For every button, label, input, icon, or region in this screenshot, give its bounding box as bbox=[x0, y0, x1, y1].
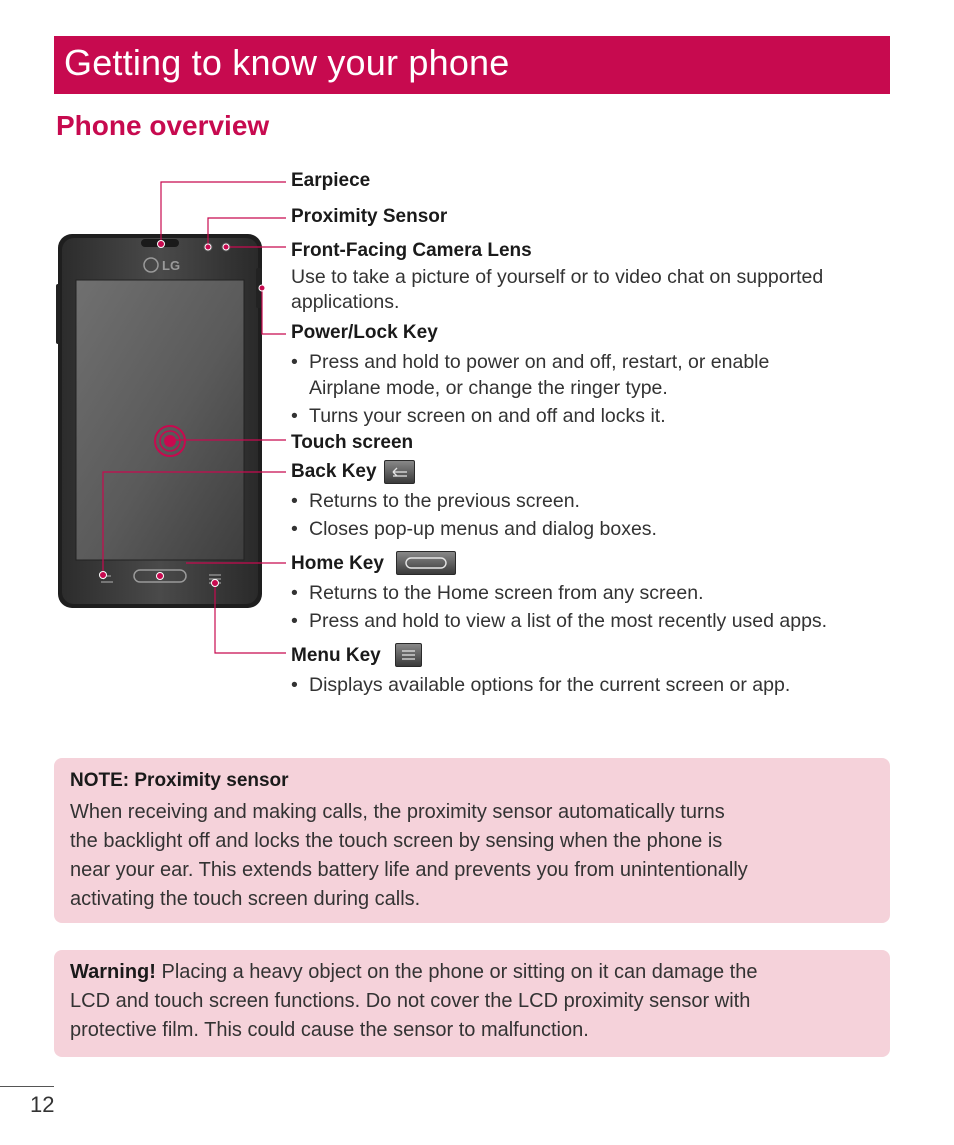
bullet-dot: • bbox=[291, 518, 298, 540]
phone-illustration bbox=[56, 234, 262, 608]
camera-lens-label: Front-Facing Camera Lens bbox=[291, 240, 532, 261]
section-title: Phone overview bbox=[56, 110, 270, 141]
touch-target-icon bbox=[155, 426, 185, 456]
lg-logo-text: LG bbox=[162, 258, 181, 273]
power-leader bbox=[262, 288, 286, 334]
home-key-label: Home Key bbox=[291, 553, 384, 574]
bullet-dot: • bbox=[291, 405, 298, 427]
page-number: 12 bbox=[30, 1092, 55, 1117]
proximity-dot bbox=[205, 244, 211, 250]
footer-rule bbox=[0, 1086, 54, 1087]
phone-screen bbox=[76, 280, 244, 560]
side-volume-key bbox=[56, 284, 60, 344]
proximity-note-box bbox=[54, 758, 890, 923]
camera-lens-description-1: Use to take a picture of yourself or to video chat on supported bbox=[291, 266, 824, 288]
touch-screen-label: Touch screen bbox=[291, 432, 414, 453]
note-line-3: near your ear. This extends battery life and prevents you from unintentionally bbox=[70, 859, 748, 881]
note-line-1: When receiving and making calls, the proximity sensor automatically turns bbox=[70, 801, 725, 823]
note-title: NOTE: Proximity sensor bbox=[70, 770, 289, 791]
bullet-dot: • bbox=[291, 610, 298, 632]
warning-line-1: Warning! Placing a heavy object on the phone or sitting on it can damage the bbox=[70, 961, 758, 983]
page-title: Getting to know your phone bbox=[64, 42, 510, 83]
power-key-label: Power/Lock Key bbox=[291, 322, 438, 343]
bullet-dot: • bbox=[291, 351, 298, 373]
power-dot bbox=[259, 285, 265, 291]
note-line-4: activating the touch screen during calls. bbox=[70, 888, 421, 910]
camera-dot bbox=[223, 244, 229, 250]
back-arrow-icon bbox=[384, 460, 415, 484]
warning-lead: Warning! bbox=[70, 961, 156, 983]
warning-line-2: LCD and touch screen functions. Do not cover the LCD proximity sensor with bbox=[70, 990, 751, 1012]
menu-dot bbox=[212, 580, 219, 587]
bullet-dot: • bbox=[291, 582, 298, 604]
camera-lens-description-2: applications. bbox=[291, 291, 400, 313]
bullet-dot: • bbox=[291, 674, 298, 696]
bullet-dot: • bbox=[291, 490, 298, 512]
home-pill-icon bbox=[396, 551, 456, 575]
menu-key-label: Menu Key bbox=[291, 645, 381, 666]
note-line-2: the backlight off and locks the touch screen by sensing when the phone is bbox=[70, 830, 723, 852]
earpiece-dot bbox=[158, 241, 165, 248]
back-dot bbox=[100, 572, 107, 579]
proximity-sensor-label: Proximity Sensor bbox=[291, 206, 448, 227]
warning-box bbox=[54, 950, 890, 1057]
earpiece-label: Earpiece bbox=[291, 170, 371, 191]
back-key-label: Back Key bbox=[291, 461, 377, 482]
menu-lines-icon bbox=[395, 643, 422, 667]
warning-line-3: protective film. This could cause the sensor to malfunction. bbox=[70, 1019, 589, 1041]
home-dot bbox=[157, 573, 164, 580]
